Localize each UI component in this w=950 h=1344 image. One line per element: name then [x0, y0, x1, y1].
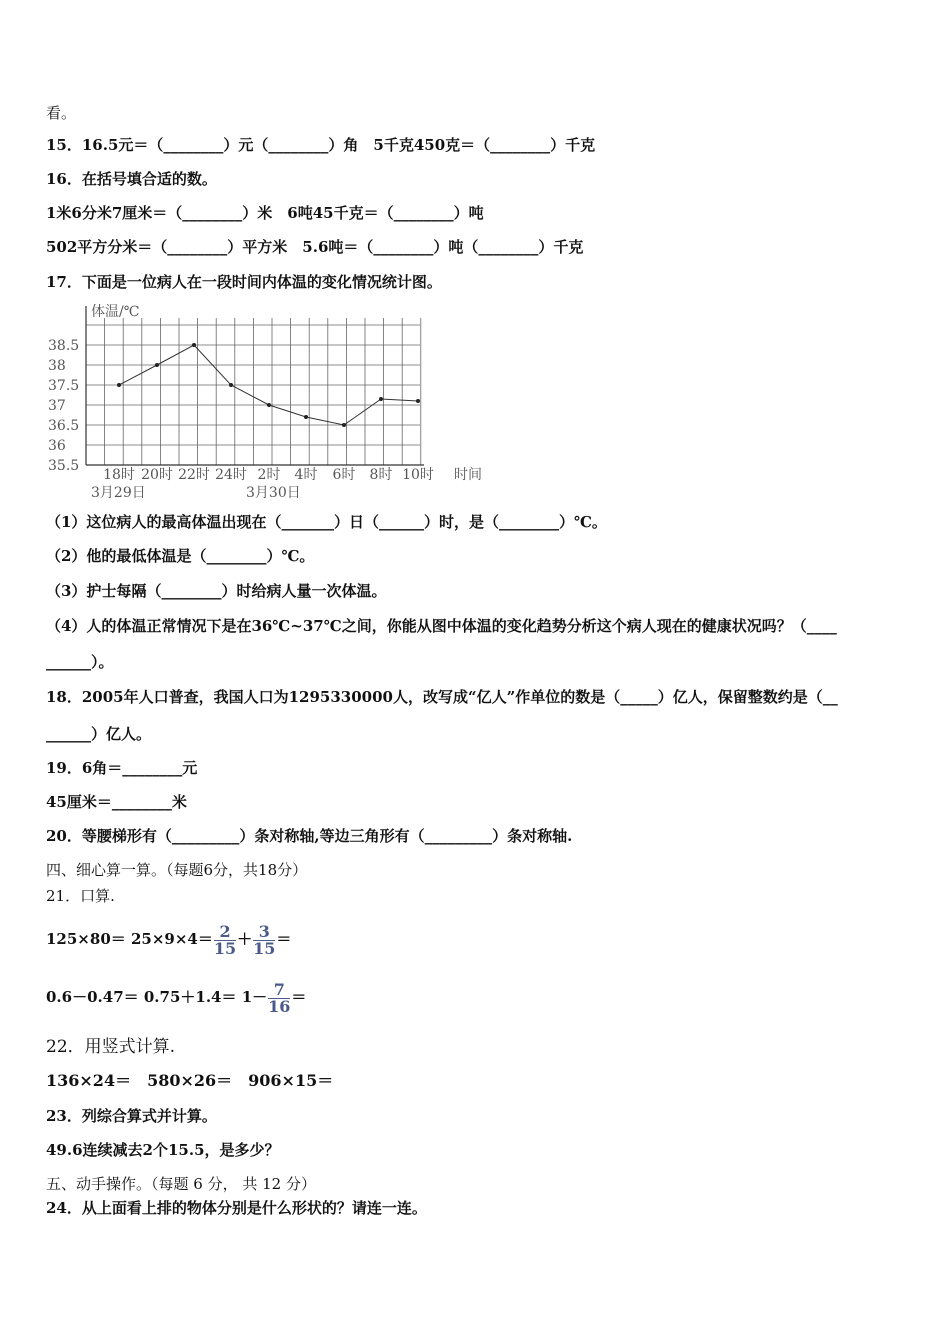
fraction-numerator: 2	[214, 924, 236, 941]
question-18-b: ______）亿人。	[46, 725, 152, 743]
chart-date-label-1: 3月29日	[91, 485, 146, 501]
data-point	[416, 399, 420, 403]
question-22: 22．用竖式计算.	[46, 1037, 176, 1057]
question-16-b: 502平方分米＝（________）平方米 5.6吨＝（________）吨（________）千克	[46, 238, 584, 256]
fraction-3-15	[253, 921, 276, 958]
x-tick-label: 20时	[141, 467, 173, 483]
question-23: 23．列综合算式并计算。	[46, 1107, 217, 1125]
question-16: 16．在括号填合适的数。	[46, 170, 217, 188]
data-point	[267, 403, 271, 407]
y-tick-label: 37	[48, 398, 66, 414]
question-19-b: 45厘米＝________米	[46, 793, 187, 811]
question-16-a: 1米6分米7厘米＝（________）米 6吨45千克＝（________）吨	[46, 204, 484, 222]
question-19-a: 19．6角＝________元	[46, 759, 198, 777]
temperature-line-chart	[46, 298, 506, 508]
fraction-denominator: 16	[268, 996, 291, 1016]
fraction-denominator: 15	[253, 938, 276, 958]
section-4-heading: 四、细心算一算。（每题6分，共18分）	[46, 861, 308, 879]
line-continuation: 看。	[46, 104, 77, 122]
chart-y-axis-label: 体温/℃	[91, 304, 140, 320]
y-tick-label: 38	[48, 358, 66, 374]
data-point	[192, 343, 196, 347]
question-22-items: 136×24＝ 580×26＝ 906×15＝	[46, 1071, 334, 1090]
fraction-denominator: 15	[213, 938, 237, 958]
chart-x-tick-labels	[103, 467, 434, 483]
data-point	[342, 423, 346, 427]
fraction-numerator: 3	[253, 924, 275, 941]
question-15: 15．16.5元＝（________）元（________）角 5千克450克＝（________）千克	[46, 136, 596, 154]
chart-axes	[86, 306, 424, 465]
data-point	[155, 363, 159, 367]
question-18-a: 18．2005年人口普查，我国人口为1295330000人，改写成“亿人”作单位的数是（_____）亿人，保留整数约是（__	[46, 688, 838, 706]
plus-sign: ＋	[237, 930, 253, 948]
calc-row-1-text: 125×80＝ 25×9×4＝	[46, 930, 213, 948]
y-tick-label: 35.5	[48, 458, 80, 474]
fraction-2-15	[213, 921, 237, 958]
question-21: 21．口算.	[46, 887, 115, 905]
fraction-numerator: 7	[268, 982, 290, 999]
chart-x-axis-label: 时间	[454, 467, 482, 483]
x-tick-label: 4时	[294, 467, 318, 483]
section-5-heading: 五、动手操作。（每题 6 分， 共 12 分）	[46, 1175, 316, 1193]
equals-sign: ＝	[276, 930, 292, 948]
calc-row-1	[46, 914, 291, 964]
equals-sign: ＝	[291, 988, 307, 1006]
y-tick-label: 36	[48, 438, 66, 454]
question-17-3: （3）护士每隔（________）时给病人量一次体温。	[46, 582, 387, 600]
data-point	[117, 383, 121, 387]
calc-row-2-text: 0.6－0.47＝ 0.75＋1.4＝ 1－	[46, 988, 268, 1006]
data-point	[229, 383, 233, 387]
x-tick-label: 22时	[178, 467, 210, 483]
question-24: 24．从上面看上排的物体分别是什么形状的？请连一连。	[46, 1199, 427, 1217]
question-17-2: （2）他的最低体温是（________）℃。	[46, 547, 315, 565]
question-17: 17．下面是一位病人在一段时间内体温的变化情况统计图。	[46, 273, 442, 291]
data-point	[379, 397, 383, 401]
x-tick-label: 24时	[215, 467, 247, 483]
y-tick-label: 37.5	[48, 378, 80, 394]
x-tick-label: 18时	[103, 467, 135, 483]
chart-grid	[86, 318, 421, 465]
chart-date-label-2: 3月30日	[246, 485, 301, 501]
y-tick-label: 38.5	[48, 338, 80, 354]
x-tick-label: 2时	[257, 467, 281, 483]
data-point	[304, 415, 308, 419]
x-tick-label: 8时	[369, 467, 393, 483]
question-17-4-a: （4）人的体温正常情况下是在36℃~37℃之间，你能从图中体温的变化趋势分析这个病人现在的健康状况吗？（____	[46, 617, 837, 635]
x-tick-label: 10时	[402, 467, 434, 483]
x-tick-label: 6时	[332, 467, 356, 483]
question-17-1: （1）这位病人的最高体温出现在（_______）日（______）时，是（________）℃。	[46, 513, 607, 531]
y-tick-label: 36.5	[48, 418, 80, 434]
question-23-a: 49.6连续减去2个15.5，是多少？	[46, 1141, 280, 1159]
fraction-7-16	[268, 979, 291, 1016]
question-17-4-b: ______）。	[46, 653, 114, 671]
calc-row-2	[46, 972, 306, 1022]
question-20: 20．等腰梯形有（_________）条对称轴,等边三角形有（_________）条对称轴.	[46, 827, 573, 845]
chart-y-tick-labels	[48, 338, 79, 474]
